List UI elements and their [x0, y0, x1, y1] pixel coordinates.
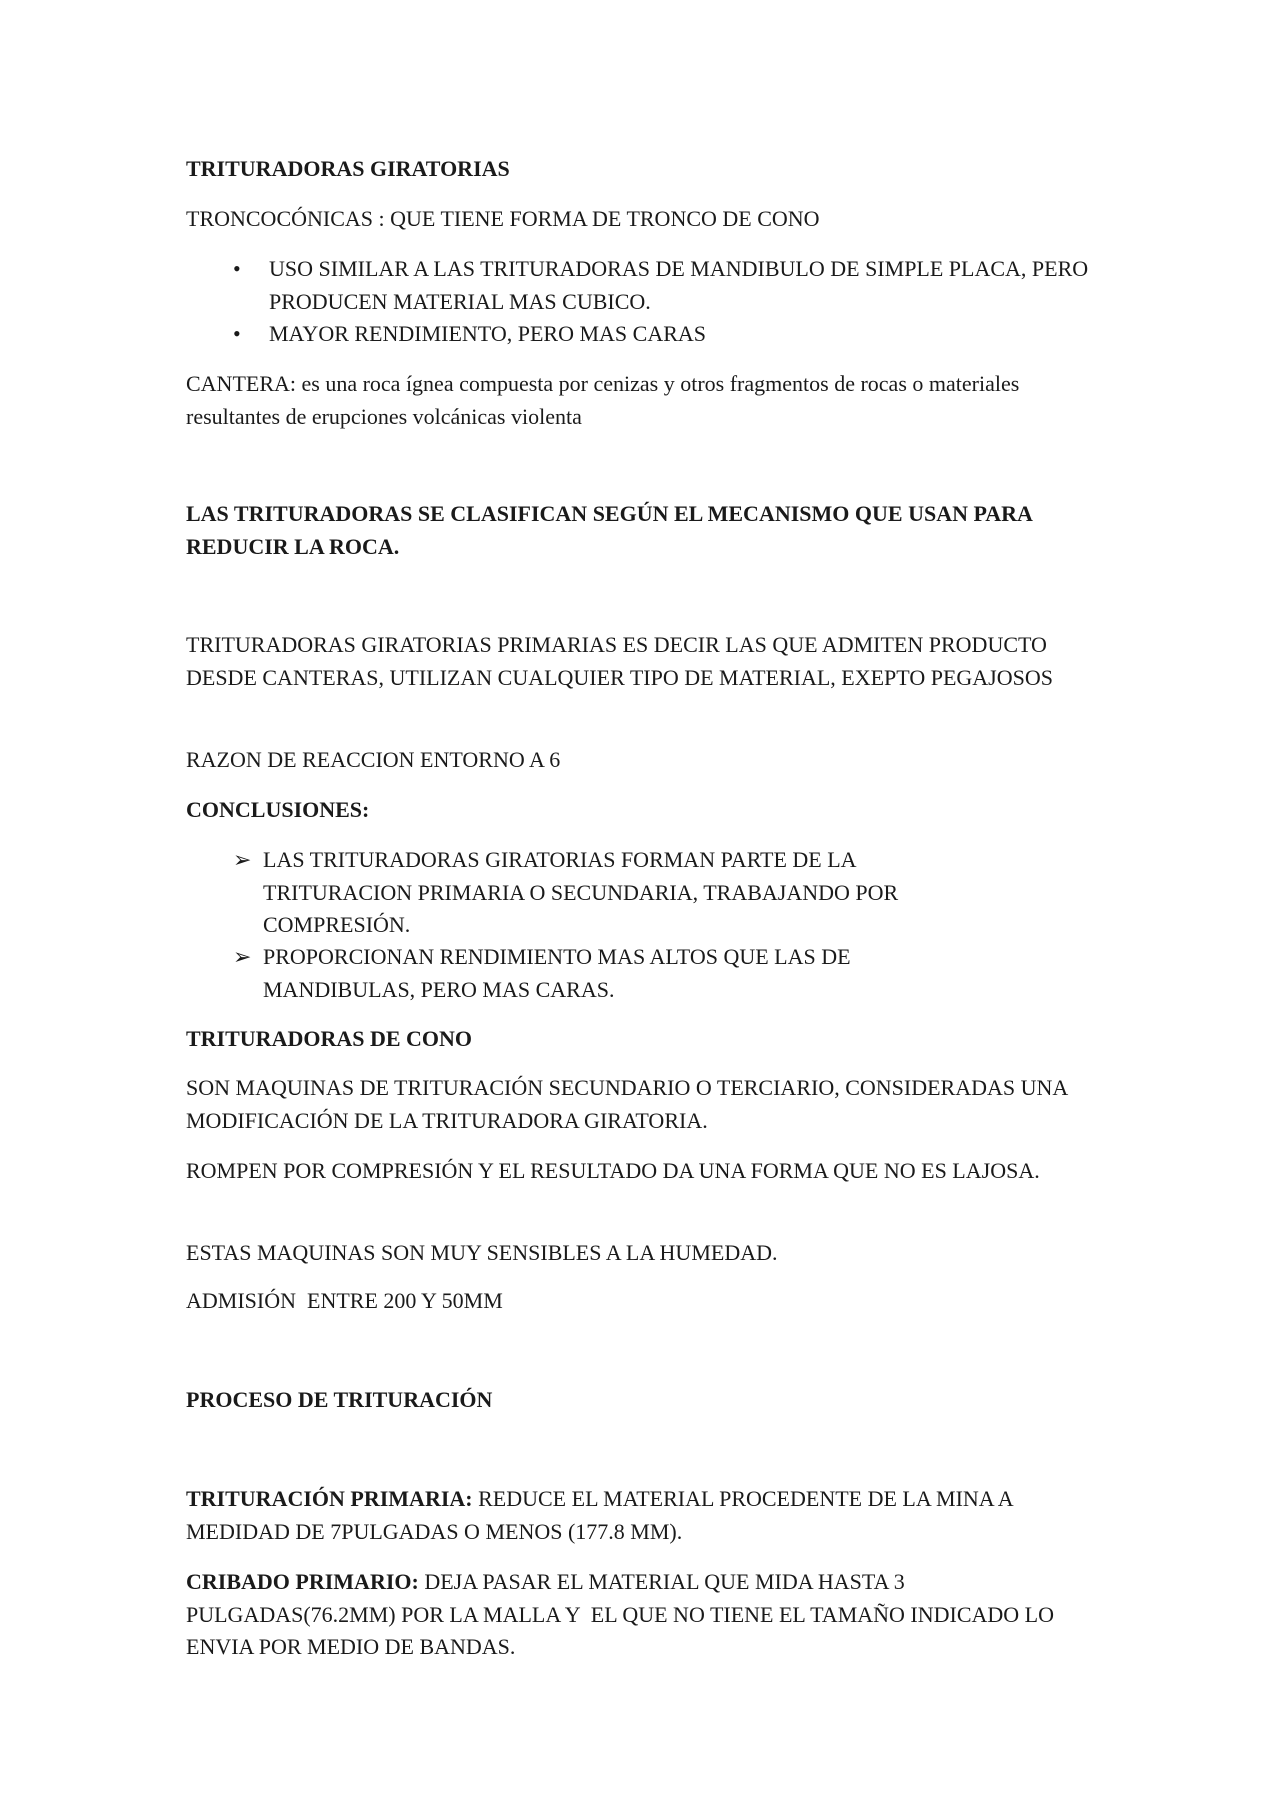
list-item-text: USO SIMILAR A LAS TRITURADORAS DE MANDIBULO DE SIMPLE PLACA, PERO PRODUCEN MATERIAL MAS CUBICO.	[269, 256, 1089, 314]
arrow-bullet-icon: ➢	[233, 944, 252, 969]
heading-trituradoras-de-cono: TRITURADORAS DE CONO	[186, 1026, 473, 1051]
paragraph-razon: RAZON DE REACCION ENTORNO A 6	[186, 747, 561, 772]
paragraph-troncoconicas: TRONCOCÓNICAS : QUE TIENE FORMA DE TRONCO DE CONO	[186, 206, 820, 231]
paragraph-cono-3: ESTAS MAQUINAS SON MUY SENSIBLES A LA HUMEDAD.	[186, 1240, 778, 1265]
list-item	[233, 253, 1113, 318]
list-item	[233, 318, 1113, 351]
heading-proceso: PROCESO DE TRITURACIÓN	[186, 1387, 493, 1412]
paragraph-cono-2: ROMPEN POR COMPRESIÓN Y EL RESULTADO DA UNA FORMA QUE NO ES LAJOSA.	[186, 1158, 1040, 1183]
trituracion-primaria-text: REDUCE EL MATERIAL PROCEDENTE DE LA MINA A MEDIDAD DE 7PULGADAS O MENOS (177.8 MM).	[186, 1486, 1013, 1544]
paragraph-cono-4: ADMISIÓN ENTRE 200 Y 50MM	[186, 1288, 503, 1313]
heading-clasifican: LAS TRITURADORAS SE CLASIFICAN SEGÚN EL MECANISMO QUE USAN PARA REDUCIR LA ROCA.	[186, 501, 1032, 559]
list-item	[233, 844, 1113, 942]
bullet-icon: •	[233, 321, 241, 346]
cantera-text: es una roca ígnea compuesta por cenizas y otros fragmentos de rocas o materiales resultantes de erupciones volcánicas violenta	[186, 371, 1020, 429]
cribado-primario-text: DEJA PASAR EL MATERIAL QUE MIDA HASTA 3 PULGADAS(76.2MM) POR LA MALLA Y EL QUE NO TIENE EL TAMAÑO INDICADO LO ENVIA POR MEDIO DE BANDAS.	[186, 1569, 1060, 1660]
heading-trituradoras-giratorias: TRITURADORAS GIRATORIAS	[186, 156, 510, 181]
paragraph-trituracion-primaria	[186, 1483, 1091, 1548]
list-item-text: LAS TRITURADORAS GIRATORIAS FORMAN PARTE DE LA TRITURACION PRIMARIA O SECUNDARIA, TRABAJANDO POR COMPRESIÓN.	[263, 847, 899, 938]
paragraph-cantera	[186, 368, 1091, 433]
paragraph-cribado-primario	[186, 1566, 1086, 1664]
arrow-bullet-icon: ➢	[233, 847, 252, 872]
cantera-label: CANTERA:	[186, 371, 296, 396]
list-item-text: MAYOR RENDIMIENTO, PERO MAS CARAS	[269, 321, 707, 346]
trituracion-primaria-label: TRITURACIÓN PRIMARIA:	[186, 1486, 473, 1511]
paragraph-cono-1: SON MAQUINAS DE TRITURACIÓN SECUNDARIO O TERCIARIO, CONSIDERADAS UNA MODIFICACIÓN DE LA TRITURADORA GIRATORIA.	[186, 1075, 1068, 1133]
list-item	[233, 941, 1113, 1006]
list-item-text: PROPORCIONAN RENDIMIENTO MAS ALTOS QUE LAS DE MANDIBULAS, PERO MAS CARAS.	[263, 944, 851, 1002]
paragraph-primarias: TRITURADORAS GIRATORIAS PRIMARIAS ES DECIR LAS QUE ADMITEN PRODUCTO DESDE CANTERAS, UTILIZAN CUALQUIER TIPO DE MATERIAL, EXEPTO PEGAJOSOS	[186, 632, 1053, 690]
heading-conclusiones: CONCLUSIONES:	[186, 797, 370, 822]
cribado-primario-label: CRIBADO PRIMARIO:	[186, 1569, 419, 1594]
bullet-icon: •	[233, 256, 241, 281]
